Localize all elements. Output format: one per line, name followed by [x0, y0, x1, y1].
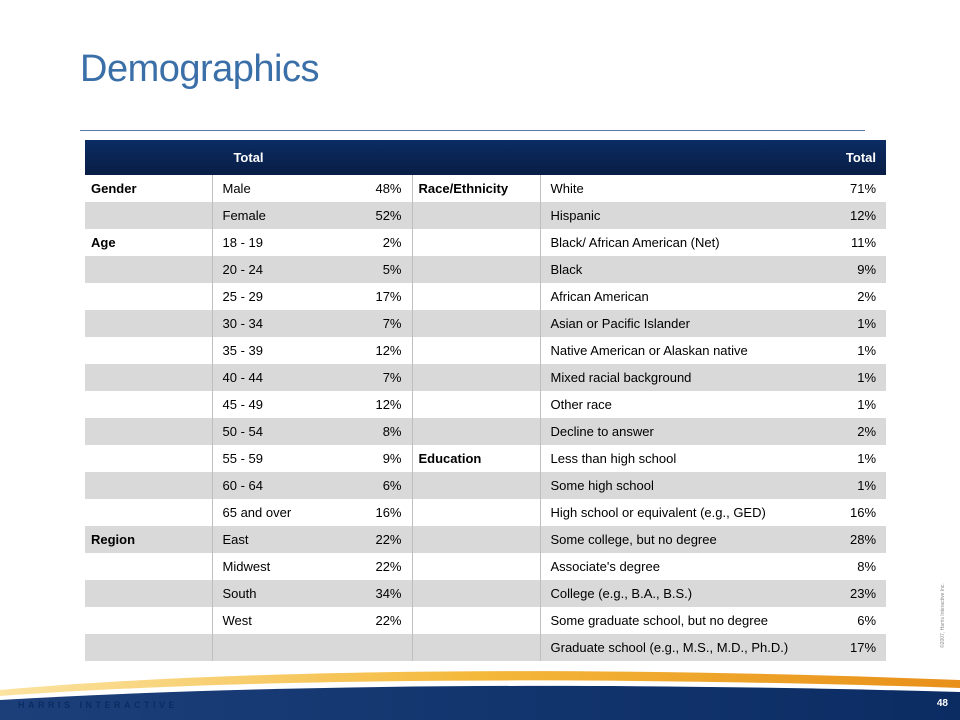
right-category-cell [412, 607, 540, 634]
left-value-cell: 6% [357, 472, 412, 499]
right-value-cell: 1% [820, 310, 886, 337]
left-category-cell [85, 310, 212, 337]
right-option-cell: Graduate school (e.g., M.S., M.D., Ph.D.) [540, 634, 820, 661]
table-row [85, 526, 886, 553]
right-value-cell: 9% [820, 256, 886, 283]
table-row [85, 256, 886, 283]
right-value-cell: 71% [849, 181, 877, 196]
right-category-cell [412, 634, 540, 661]
right-value-cell: 1% [857, 397, 877, 412]
right-category-cell: Race/Ethnicity [418, 181, 509, 196]
right-value-cell: 8% [857, 559, 877, 574]
table-row [85, 418, 886, 445]
right-category-cell [412, 337, 540, 364]
left-category-cell [85, 337, 212, 364]
left-value-cell: 7% [357, 310, 412, 337]
left-option-cell: 20 - 24 [212, 256, 357, 283]
left-category-cell [85, 607, 212, 634]
right-option-cell: Hispanic [540, 202, 820, 229]
left-option-cell: 25 - 29 [212, 283, 357, 310]
left-category-cell [85, 445, 212, 472]
right-value-cell: 17% [820, 634, 886, 661]
left-value-cell: 34% [357, 580, 412, 607]
table-row [85, 391, 886, 418]
left-category-cell [85, 472, 212, 499]
right-option-cell: Other race [540, 391, 820, 418]
table-row [85, 445, 886, 472]
left-option-cell: South [212, 580, 357, 607]
table-row [85, 310, 886, 337]
left-category-cell [85, 202, 212, 229]
right-category-cell [412, 580, 540, 607]
left-category-cell [85, 553, 212, 580]
left-option-cell [212, 634, 357, 661]
right-option-cell: Associate's degree [540, 553, 820, 580]
left-value-cell: 22% [357, 526, 412, 553]
left-option-cell: East [212, 526, 357, 553]
left-option-cell: 55 - 59 [212, 445, 357, 472]
left-category-cell [85, 499, 212, 526]
footer-band [0, 670, 960, 720]
right-value-cell: 23% [820, 580, 886, 607]
table-row [85, 364, 886, 391]
table-row [85, 175, 886, 202]
left-category-cell [85, 580, 212, 607]
right-value-cell: 1% [820, 364, 886, 391]
left-value-cell: 17% [357, 283, 412, 310]
right-option-cell: College (e.g., B.A., B.S.) [540, 580, 820, 607]
right-category-cell [412, 472, 540, 499]
right-category-cell: Education [418, 451, 482, 466]
table-row [85, 283, 886, 310]
left-value-cell: 22% [357, 607, 412, 634]
right-category-cell [412, 256, 540, 283]
right-option-cell: Some high school [540, 472, 820, 499]
right-value-cell: 2% [857, 289, 877, 304]
right-option-cell: High school or equivalent (e.g., GED) [540, 499, 820, 526]
left-option-cell: West [212, 607, 357, 634]
left-value-cell: 9% [357, 445, 412, 472]
table-header-row [85, 140, 886, 175]
left-option-cell: Midwest [212, 553, 357, 580]
left-value-cell: 48% [357, 175, 412, 202]
right-option-cell: Native American or Alaskan native [540, 337, 820, 364]
right-value-cell: 11% [850, 235, 877, 250]
right-category-cell [412, 553, 540, 580]
right-value-cell: 2% [820, 418, 886, 445]
left-option-cell: 65 and over [212, 499, 357, 526]
right-option-cell: Black [540, 256, 820, 283]
left-category-cell [85, 283, 212, 310]
right-option-cell: Less than high school [540, 445, 820, 472]
left-value-cell [357, 634, 412, 661]
right-category-cell [412, 391, 540, 418]
left-option-cell: 35 - 39 [212, 337, 357, 364]
left-option-cell: 45 - 49 [212, 391, 357, 418]
left-category-cell [85, 256, 212, 283]
left-category-cell [85, 418, 212, 445]
copyright-note: ©2007, Harris Interactive Inc. [940, 583, 946, 648]
right-option-cell: White [540, 175, 820, 202]
table-row [85, 229, 886, 256]
brand-name: HARRIS INTERACTIVE [18, 700, 179, 710]
right-category-cell [412, 202, 540, 229]
left-option-cell: Female [212, 202, 357, 229]
table-row [85, 472, 886, 499]
right-value-cell: 16% [849, 505, 877, 520]
right-option-cell: Some graduate school, but no degree [540, 607, 820, 634]
page-number: 48 [936, 698, 948, 709]
right-category-cell [412, 364, 540, 391]
left-category-cell [85, 634, 212, 661]
left-category-cell: Age [91, 235, 116, 250]
right-category-cell [412, 283, 540, 310]
right-total-header: Total [412, 140, 886, 175]
left-value-cell: 5% [357, 256, 412, 283]
left-total-header: Total [85, 140, 412, 175]
left-option-cell: 18 - 19 [212, 229, 357, 256]
table-row [85, 499, 886, 526]
right-value-cell: 1% [820, 472, 886, 499]
right-value-cell: 1% [857, 451, 877, 466]
left-value-cell: 12% [357, 337, 412, 364]
right-option-cell: African American [540, 283, 820, 310]
right-option-cell: Mixed racial background [540, 364, 820, 391]
left-option-cell: Male [212, 175, 357, 202]
right-option-cell: Asian or Pacific Islander [540, 310, 820, 337]
left-option-cell: 50 - 54 [212, 418, 357, 445]
right-option-cell: Black/ African American (Net) [540, 229, 820, 256]
right-value-cell: 6% [857, 613, 877, 628]
page-title: Demographics [80, 48, 319, 90]
right-category-cell [412, 418, 540, 445]
right-category-cell [412, 526, 540, 553]
left-category-cell [85, 364, 212, 391]
right-value-cell: 1% [857, 343, 877, 358]
left-category-cell: Gender [91, 181, 137, 196]
left-value-cell: 16% [357, 499, 412, 526]
title-divider [80, 130, 865, 131]
left-option-cell: 60 - 64 [212, 472, 357, 499]
left-value-cell: 22% [357, 553, 412, 580]
demographics-table [85, 140, 886, 661]
table-row [85, 634, 886, 661]
left-category-cell: Region [85, 526, 212, 553]
table-row [85, 202, 886, 229]
left-value-cell: 12% [357, 391, 412, 418]
left-option-cell: 30 - 34 [212, 310, 357, 337]
table-row [85, 337, 886, 364]
left-value-cell: 52% [357, 202, 412, 229]
left-category-cell [85, 391, 212, 418]
table-row [85, 607, 886, 634]
left-value-cell: 8% [357, 418, 412, 445]
right-category-cell [412, 310, 540, 337]
left-value-cell: 7% [357, 364, 412, 391]
right-value-cell: 28% [820, 526, 886, 553]
right-category-cell [412, 229, 540, 256]
right-option-cell: Decline to answer [540, 418, 820, 445]
left-option-cell: 40 - 44 [212, 364, 357, 391]
right-category-cell [412, 499, 540, 526]
right-option-cell: Some college, but no degree [540, 526, 820, 553]
table-row [85, 553, 886, 580]
left-value-cell: 2% [357, 229, 412, 256]
right-value-cell: 12% [820, 202, 886, 229]
table-row [85, 580, 886, 607]
